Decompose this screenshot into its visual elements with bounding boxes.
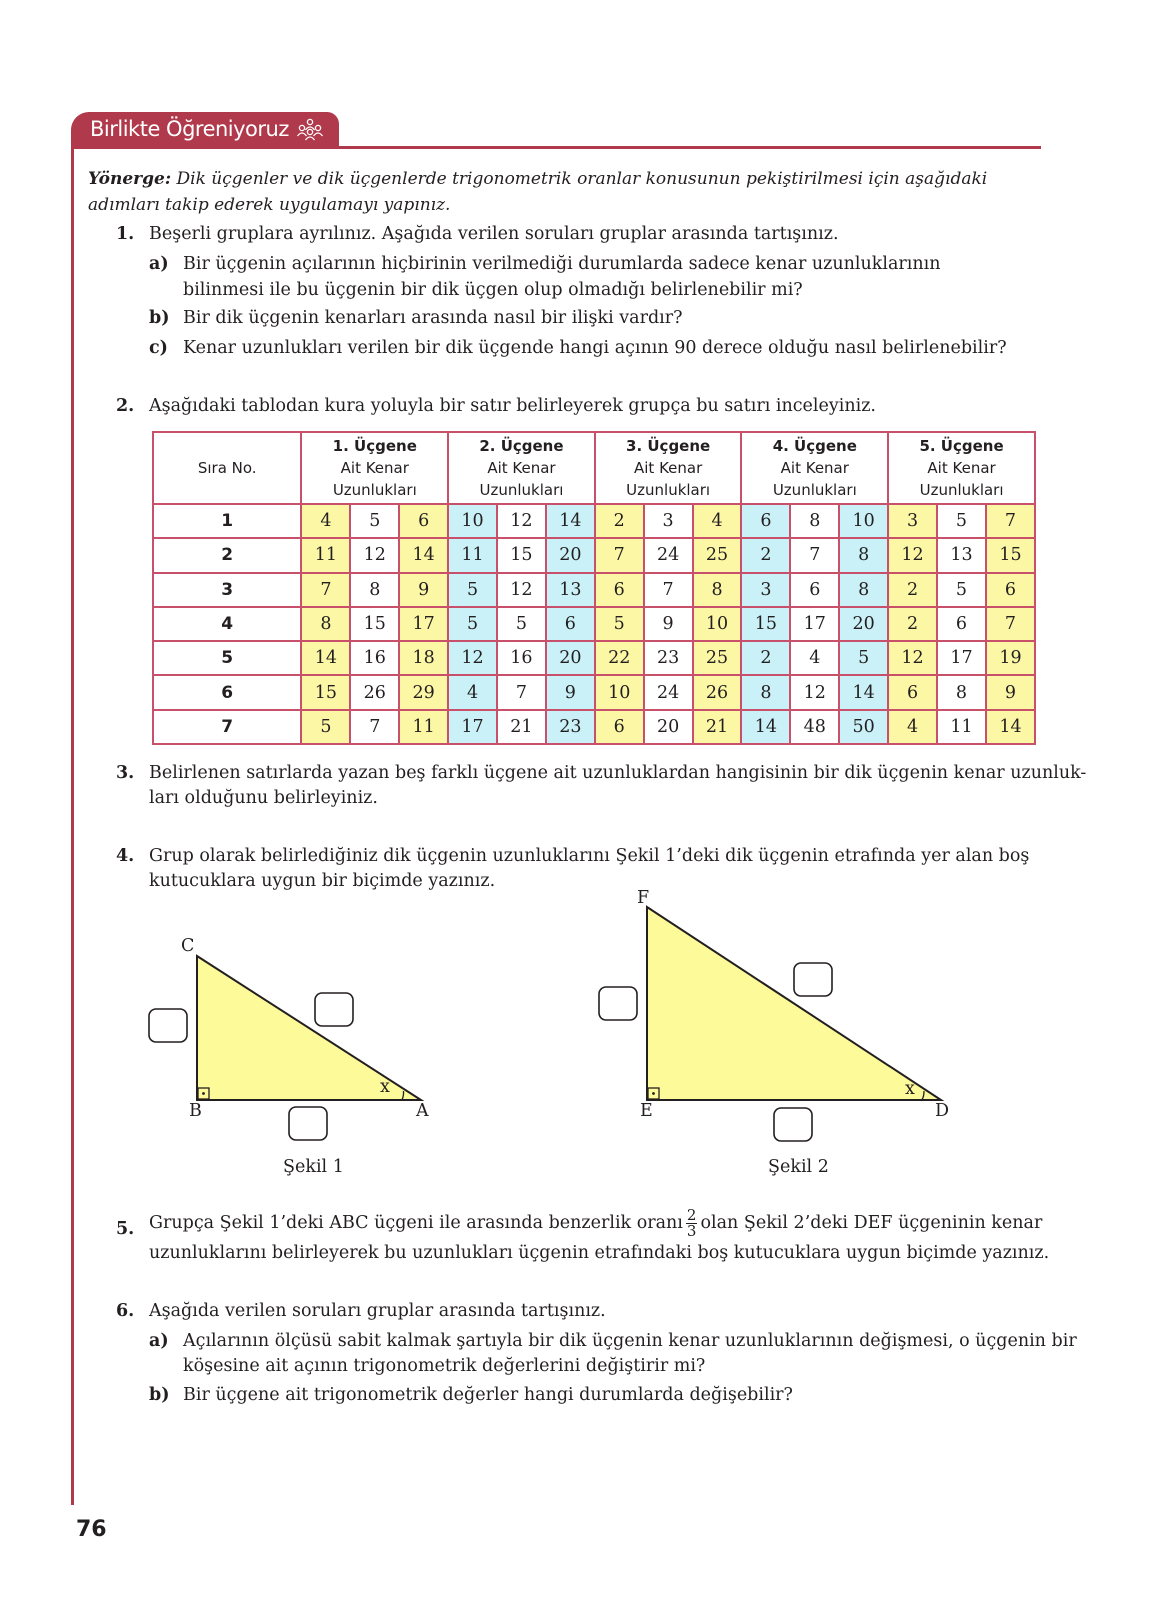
step-text: ları olduğunu belirleyiniz. <box>149 788 378 808</box>
table-cell: 5 <box>497 607 546 641</box>
table-cell: 14 <box>546 504 595 538</box>
answer-box-bottom[interactable] <box>289 1107 327 1140</box>
table-cell: 5 <box>448 573 497 607</box>
table-cell: 5 <box>937 573 986 607</box>
table-cell: 20 <box>839 607 888 641</box>
instruction: Yönerge: Dik üçgenler ve dik üçgenlerde trigonometrik oranlar konusunun pekiştirilmesi için aşağıdaki adımları takip ederek uygulamayı yapınız. <box>88 169 988 215</box>
step-text: Aşağıdaki tablodan kura yoluyla bir satır belirleyerek grupça bu satırı inceleyiniz. <box>149 396 876 416</box>
table-row <box>153 675 1035 709</box>
table-cell: 7 <box>497 675 546 709</box>
table-row <box>153 573 1035 607</box>
sub-label: c) <box>149 338 168 358</box>
table-cell: 7 <box>986 504 1035 538</box>
table-cell: 6 <box>741 504 790 538</box>
table-cell: 14 <box>741 710 790 744</box>
step-text: Grupça Şekil 1’deki ABC üçgeni ile arasında benzerlik oranı $\frac{2}{3}$ olan Şekil 2’deki DEF üçgeninin kenar <box>149 1206 1043 1240</box>
left-margin-bar <box>71 146 74 1505</box>
table-cell: 2 <box>741 538 790 572</box>
table-cell: 9 <box>644 607 693 641</box>
step-text: Grup olarak belirlediğiniz dik üçgenin uzunluklarını Şekil 1’deki dik üçgenin etrafında yer alan boş <box>149 846 1030 866</box>
table-cell: 10 <box>839 504 888 538</box>
figure-2-caption: Şekil 2 <box>768 1157 829 1177</box>
table-cell: 4 <box>790 641 839 675</box>
angle-label-x: x <box>380 1077 390 1097</box>
step-number: 2. <box>116 396 135 416</box>
figure-1-caption: Şekil 1 <box>283 1157 344 1177</box>
table-cell: 5 <box>350 504 399 538</box>
sub-text: Kenar uzunlukları verilen bir dik üçgende hangi açının 90 derece olduğu nasıl belirlenebilir? <box>183 338 1007 358</box>
step-text: Belirlenen satırlarda yazan beş farklı üçgene ait uzunluklardan hangisinin bir dik üçgenin kenar uzunluk- <box>149 763 1087 783</box>
answer-box-hypotenuse[interactable] <box>315 993 353 1026</box>
table-cell: 9 <box>399 573 448 607</box>
step-text: Aşağıda verilen soruları gruplar arasında tartışınız. <box>149 1301 606 1321</box>
sub-label: b) <box>149 1385 170 1405</box>
table-cell: 14 <box>301 641 350 675</box>
table-cell: 6 <box>546 607 595 641</box>
row-number: 4 <box>153 607 301 641</box>
table-cell: 13 <box>546 573 595 607</box>
ratio-fraction: $\frac{2}{3}$ <box>686 1206 697 1240</box>
table-row <box>153 641 1035 675</box>
table-cell: 24 <box>644 538 693 572</box>
triangle-column-header: 2. Üçgene Ait Kenar Uzunlukları <box>448 432 595 504</box>
step-text: uzunluklarını belirleyerek bu uzunlukları üçgenin etrafındaki boş kutucuklara uygun biçimde yazınız. <box>149 1243 1050 1263</box>
step-number: 6. <box>116 1301 135 1321</box>
table-cell: 11 <box>937 710 986 744</box>
table-cell: 2 <box>741 641 790 675</box>
step-text: kutucuklara uygun bir biçimde yazınız. <box>149 871 496 891</box>
table-cell: 2 <box>888 607 937 641</box>
table-cell: 20 <box>644 710 693 744</box>
table-cell: 12 <box>888 538 937 572</box>
sub-label: a) <box>149 254 169 274</box>
table-cell: 16 <box>497 641 546 675</box>
table-cell: 8 <box>790 504 839 538</box>
table-cell: 48 <box>790 710 839 744</box>
table-cell: 19 <box>986 641 1035 675</box>
table-cell: 20 <box>546 641 595 675</box>
table-cell: 8 <box>301 607 350 641</box>
row-number: 6 <box>153 675 301 709</box>
section-title: Birlikte Öğreniyoruz <box>90 117 289 141</box>
table-cell: 15 <box>986 538 1035 572</box>
table-cell: 6 <box>595 710 644 744</box>
table-cell: 4 <box>301 504 350 538</box>
table-cell: 20 <box>546 538 595 572</box>
table-cell: 6 <box>937 607 986 641</box>
table-cell: 14 <box>986 710 1035 744</box>
step-number: 5. <box>116 1219 135 1239</box>
table-cell: 6 <box>888 675 937 709</box>
table-cell: 14 <box>399 538 448 572</box>
table-cell: 15 <box>350 607 399 641</box>
table-row <box>153 607 1035 641</box>
table-cell: 17 <box>790 607 839 641</box>
table-cell: 25 <box>693 538 742 572</box>
sub-text: köşesine ait açının trigonometrik değerlerini değiştirir mi? <box>183 1356 706 1376</box>
answer-box-left[interactable] <box>149 1009 187 1042</box>
side-lengths-table <box>152 431 1036 745</box>
triangle-column-header: 4. Üçgene Ait Kenar Uzunlukları <box>741 432 888 504</box>
table-cell: 4 <box>693 504 742 538</box>
row-number-header: Sıra No. <box>153 432 301 504</box>
table-cell: 5 <box>595 607 644 641</box>
step-number: 3. <box>116 763 135 783</box>
table-cell: 23 <box>644 641 693 675</box>
table-cell: 5 <box>301 710 350 744</box>
row-number: 5 <box>153 641 301 675</box>
table-cell: 6 <box>399 504 448 538</box>
table-cell: 21 <box>693 710 742 744</box>
vertex-label-f: F <box>637 888 650 908</box>
table-cell: 15 <box>497 538 546 572</box>
table-cell: 3 <box>644 504 693 538</box>
vertex-label-d: D <box>935 1101 950 1121</box>
triangle-def <box>647 907 941 1100</box>
step-number: 1. <box>116 224 135 244</box>
table-cell: 17 <box>399 607 448 641</box>
table-cell: 3 <box>741 573 790 607</box>
table-cell: 12 <box>497 504 546 538</box>
table-cell: 50 <box>839 710 888 744</box>
table-cell: 26 <box>693 675 742 709</box>
table-cell: 12 <box>497 573 546 607</box>
triangle-column-header: 1. Üçgene Ait Kenar Uzunlukları <box>301 432 448 504</box>
group-people-icon <box>295 118 325 142</box>
table-cell: 8 <box>937 675 986 709</box>
table-row <box>153 538 1035 572</box>
table-cell: 6 <box>986 573 1035 607</box>
table-cell: 3 <box>888 504 937 538</box>
table-cell: 11 <box>399 710 448 744</box>
sub-text: Bir dik üçgenin kenarları arasında nasıl bir ilişki vardır? <box>183 308 683 328</box>
sub-text: Bir üçgene ait trigonometrik değerler hangi durumlarda değişebilir? <box>183 1385 793 1405</box>
table-cell: 25 <box>693 641 742 675</box>
sub-label: a) <box>149 1331 169 1351</box>
table-cell: 15 <box>301 675 350 709</box>
table-cell: 7 <box>350 710 399 744</box>
table-row <box>153 710 1035 744</box>
vertex-label-b: B <box>189 1101 202 1121</box>
table-cell: 11 <box>301 538 350 572</box>
vertex-label-c: C <box>181 936 195 956</box>
table-cell: 10 <box>448 504 497 538</box>
table-cell: 11 <box>448 538 497 572</box>
table-cell: 7 <box>644 573 693 607</box>
table-cell: 24 <box>644 675 693 709</box>
sub-text: Bir üçgenin açılarının hiçbirinin verilmediği durumlarda sadece kenar uzunluklarının bilinmesi ile bu üçgenin bir dik üçgen olup olmadığı belirlenebilir mi? <box>183 254 941 300</box>
table-cell: 6 <box>595 573 644 607</box>
figure-1-triangle <box>140 930 450 1150</box>
table-cell: 12 <box>790 675 839 709</box>
table-cell: 12 <box>350 538 399 572</box>
table-cell: 4 <box>888 710 937 744</box>
sub-text: Açılarının ölçüsü sabit kalmak şartıyla bir dik üçgenin kenar uzunluklarının değişmesi, o üçgenin bir <box>183 1331 1077 1351</box>
table-cell: 21 <box>497 710 546 744</box>
table-cell: 17 <box>448 710 497 744</box>
table-cell: 12 <box>448 641 497 675</box>
table-cell: 23 <box>546 710 595 744</box>
table-cell: 8 <box>839 538 888 572</box>
table-cell: 6 <box>790 573 839 607</box>
table-cell: 7 <box>790 538 839 572</box>
table-cell: 5 <box>448 607 497 641</box>
table-cell: 8 <box>839 573 888 607</box>
page-number: 76 <box>76 1517 107 1542</box>
table-cell: 10 <box>595 675 644 709</box>
angle-label-x: x <box>905 1079 915 1099</box>
row-number: 7 <box>153 710 301 744</box>
answer-box-left[interactable] <box>599 987 637 1020</box>
row-number: 2 <box>153 538 301 572</box>
header-rule <box>71 146 1041 149</box>
table-cell: 5 <box>839 641 888 675</box>
table-cell: 8 <box>741 675 790 709</box>
table-cell: 14 <box>839 675 888 709</box>
table-cell: 2 <box>888 573 937 607</box>
triangle-column-header: 5. Üçgene Ait Kenar Uzunlukları <box>888 432 1035 504</box>
step-number: 4. <box>116 846 135 866</box>
table-cell: 8 <box>350 573 399 607</box>
vertex-label-a: A <box>416 1101 429 1121</box>
table-cell: 7 <box>595 538 644 572</box>
step-text: Beşerli gruplara ayrılınız. Aşağıda verilen soruları gruplar arasında tartışınız. <box>149 224 839 244</box>
table-cell: 16 <box>350 641 399 675</box>
table-cell: 7 <box>986 607 1035 641</box>
vertex-label-e: E <box>640 1101 653 1121</box>
table-cell: 7 <box>301 573 350 607</box>
table-cell: 9 <box>986 675 1035 709</box>
table-cell: 8 <box>693 573 742 607</box>
table-row <box>153 504 1035 538</box>
sub-label: b) <box>149 308 170 328</box>
answer-box-hypotenuse[interactable] <box>794 963 832 996</box>
table-cell: 10 <box>693 607 742 641</box>
row-number: 3 <box>153 573 301 607</box>
table-cell: 4 <box>448 675 497 709</box>
table-cell: 13 <box>937 538 986 572</box>
table-cell: 9 <box>546 675 595 709</box>
table-cell: 2 <box>595 504 644 538</box>
table-cell: 15 <box>741 607 790 641</box>
table-cell: 26 <box>350 675 399 709</box>
table-cell: 17 <box>937 641 986 675</box>
table-cell: 5 <box>937 504 986 538</box>
answer-box-bottom[interactable] <box>774 1108 812 1141</box>
table-cell: 22 <box>595 641 644 675</box>
table-cell: 18 <box>399 641 448 675</box>
table-cell: 29 <box>399 675 448 709</box>
row-number: 1 <box>153 504 301 538</box>
table-cell: 12 <box>888 641 937 675</box>
triangle-column-header: 3. Üçgene Ait Kenar Uzunlukları <box>595 432 742 504</box>
